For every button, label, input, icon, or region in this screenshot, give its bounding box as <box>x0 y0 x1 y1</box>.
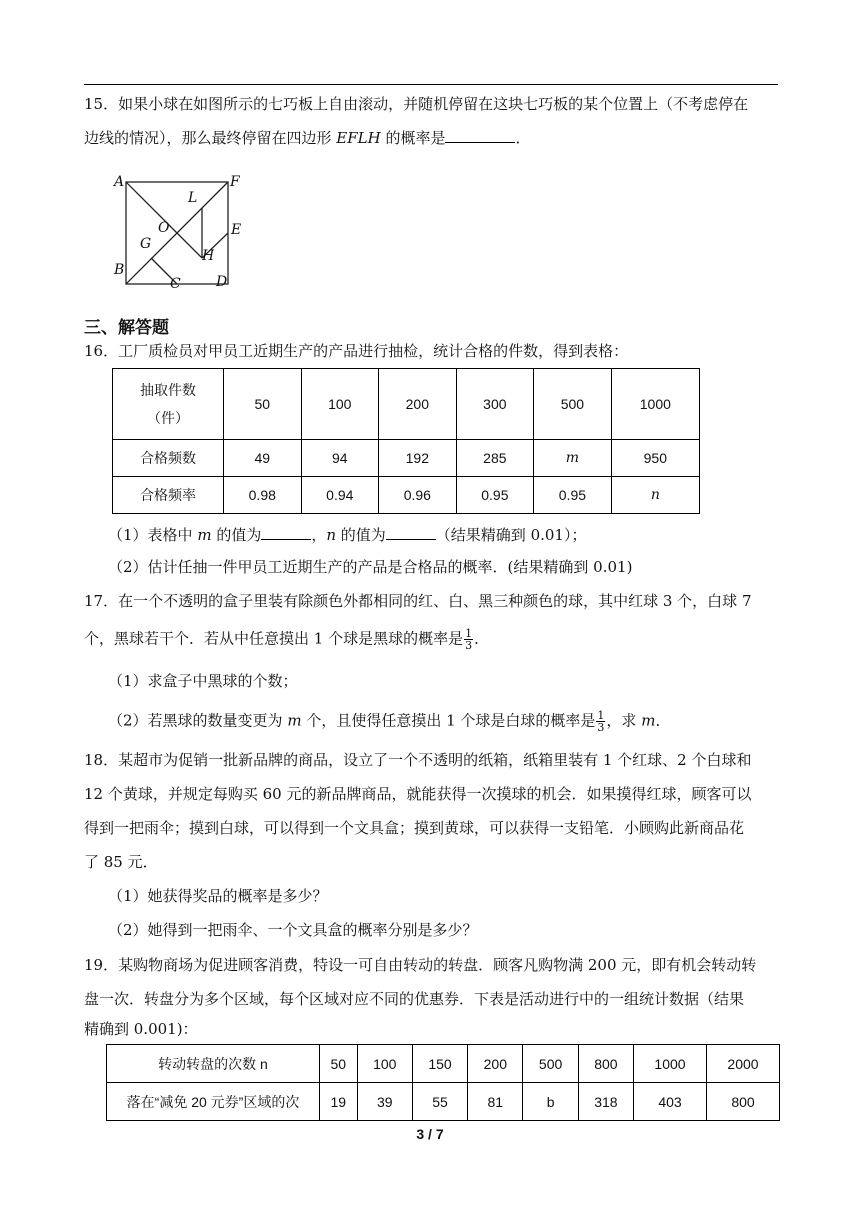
table-row <box>107 1045 780 1083</box>
table-cell: 0.94 <box>301 477 379 514</box>
q17-sub1: （1）求盒子中黑球的个数； <box>108 672 298 690</box>
table-cell: 200 <box>379 369 457 440</box>
q18-line1: 18．某超市为促销一批新品牌的商品，设立了一个不透明的纸箱，纸箱里装有 1 个红球、2 个白球和 <box>84 751 752 769</box>
section-title: 三、解答题 <box>84 318 169 338</box>
table-cell: 950 <box>611 440 699 477</box>
table-cell: 94 <box>301 440 379 477</box>
q17-line2 <box>84 628 489 651</box>
table-row <box>113 477 700 514</box>
table-cell: 285 <box>456 440 534 477</box>
table-cell: 55 <box>412 1083 467 1121</box>
denominator: 3 <box>465 639 473 652</box>
table-cell: m <box>534 440 612 477</box>
table-cell: 50 <box>224 369 302 440</box>
q15-text-mid: 的概率是 <box>380 129 446 147</box>
table-cell: 19 <box>320 1083 358 1121</box>
table-cell: 39 <box>357 1083 412 1121</box>
table-cell: 800 <box>706 1083 779 1121</box>
table-cell: 0.98 <box>224 477 302 514</box>
table-cell: b <box>523 1083 578 1121</box>
text: 的值为 <box>336 526 386 544</box>
q16-sub2: （2）估计任抽一件甲员工近期生产的产品是合格品的概率．(结果精确到 0.01) <box>108 558 633 576</box>
numerator: 1 <box>465 627 473 640</box>
var-m: m <box>641 711 656 730</box>
table-cell: 150 <box>412 1045 467 1083</box>
var-n: n <box>326 526 337 544</box>
table-cell: n <box>611 477 699 514</box>
table-cell: 0.95 <box>534 477 612 514</box>
header-line: （件） <box>147 410 189 426</box>
q19-line3: 精确到 0.001)： <box>84 1020 198 1038</box>
table-cell: 300 <box>456 369 534 440</box>
text: （1）表格中 <box>108 526 198 544</box>
table-cell: 200 <box>468 1045 523 1083</box>
var-m: m <box>287 711 302 730</box>
q19-line1: 19．某购物商场为促进顾客消费，特设一可自由转动的转盘．顾客凡购物满 200 元，即有机会转动转 <box>84 956 757 974</box>
q18-line3: 得到一把雨伞；摸到白球，可以得到一个文具盒；摸到黄球，可以获得一支铅笔．小顾购此新商品花 <box>84 819 745 837</box>
text: 个，且使得任意摸出 1 个球是白球的概率是 <box>301 711 596 730</box>
label-B: B <box>114 262 125 278</box>
table-cell: 0.96 <box>379 477 457 514</box>
label-L: L <box>188 190 198 206</box>
q16-sub1 <box>108 525 586 545</box>
answer-blank <box>445 128 515 143</box>
var-m: m <box>197 526 212 544</box>
q16-table <box>112 368 700 514</box>
page-number: 3 / 7 <box>416 1126 444 1142</box>
text: ，求 <box>606 711 642 730</box>
table-cell: 403 <box>634 1083 707 1121</box>
table-cell: 100 <box>357 1045 412 1083</box>
table-row <box>113 440 700 477</box>
quadrilateral-name: EFLH <box>336 129 381 147</box>
answer-blank <box>261 525 311 540</box>
table-cell: 100 <box>301 369 379 440</box>
label-A: A <box>114 174 125 190</box>
q17-sub2 <box>108 710 670 733</box>
table-header-cell: 转动转盘的次数 n <box>107 1045 320 1083</box>
text: ． <box>655 711 671 730</box>
fraction-one-third <box>596 710 605 733</box>
table-cell: 500 <box>534 369 612 440</box>
q18-sub1: （1）她获得奖品的概率是多少？ <box>108 887 328 905</box>
table-header-cell: 合格频率 <box>113 477 224 514</box>
table-cell: 1000 <box>611 369 699 440</box>
text: （结果精确到 0.01）； <box>435 526 587 544</box>
answer-blank <box>386 525 436 540</box>
text: 的值为 <box>211 526 262 544</box>
label-D: D <box>216 274 228 290</box>
q18-line4: 了 85 元． <box>84 853 158 871</box>
label-F: F <box>230 174 240 190</box>
header-line: 抽取件数 <box>140 382 196 398</box>
label-H: H <box>202 248 215 264</box>
label-C: C <box>170 276 181 292</box>
table-cell: 2000 <box>706 1045 779 1083</box>
label-O: O <box>158 220 170 236</box>
q15-text: 边线的情况），那么最终停留在四边形 <box>84 129 337 147</box>
q16-stem: 16．工厂质检员对甲员工近期生产的产品进行抽检，统计合格的件数，得到表格： <box>84 342 629 360</box>
q19-line2: 盘一次．转盘分为多个区域，每个区域对应不同的优惠券．下表是活动进行中的一组统计数据（结果 <box>84 990 745 1008</box>
q15-line2 <box>84 128 530 148</box>
table-cell: 50 <box>320 1045 358 1083</box>
text: 个，黑球若干个．若从中任意摸出 1 个球是黑球的概率是 <box>84 629 464 648</box>
text: ， <box>311 526 327 544</box>
table-cell: 49 <box>224 440 302 477</box>
q15-text-end: ． <box>515 129 531 147</box>
fraction-one-third <box>464 628 473 651</box>
table-header-cell <box>113 369 224 440</box>
q15-line1: 15．如果小球在如图所示的七巧板上自由滚动，并随机停留在这块七巧板的某个位置上（不考虑停在 <box>84 95 749 113</box>
header-rule <box>84 84 778 85</box>
q18-line2: 12 个黄球，并规定每购买 60 元的新品牌商品，就能获得一次摸球的机会．如果摸得红球，顾客可以 <box>84 785 752 803</box>
text: （2）若黑球的数量变更为 <box>108 711 288 730</box>
q19-table <box>106 1044 780 1121</box>
table-row <box>113 369 700 440</box>
table-header-cell: 合格频数 <box>113 440 224 477</box>
table-cell: 318 <box>578 1083 633 1121</box>
table-cell: 192 <box>379 440 457 477</box>
label-G: G <box>140 236 152 252</box>
table-cell: 1000 <box>634 1045 707 1083</box>
text: ． <box>474 629 490 648</box>
denominator: 3 <box>597 721 605 734</box>
q17-line1: 17．在一个不透明的盒子里装有除颜色外都相同的红、白、黑三种颜色的球，其中红球 3 个，白球 7 <box>84 592 752 610</box>
table-header-cell: 落在“减免 20 元券”区域的次 <box>107 1083 320 1121</box>
tangram-figure <box>110 168 250 298</box>
table-row <box>107 1083 780 1121</box>
table-cell: 81 <box>468 1083 523 1121</box>
table-cell: 0.95 <box>456 477 534 514</box>
table-cell: 500 <box>523 1045 578 1083</box>
table-cell: 800 <box>578 1045 633 1083</box>
numerator: 1 <box>597 709 605 722</box>
label-E: E <box>231 222 242 238</box>
q18-sub2: （2）她得到一把雨伞、一个文具盒的概率分别是多少？ <box>108 921 478 939</box>
